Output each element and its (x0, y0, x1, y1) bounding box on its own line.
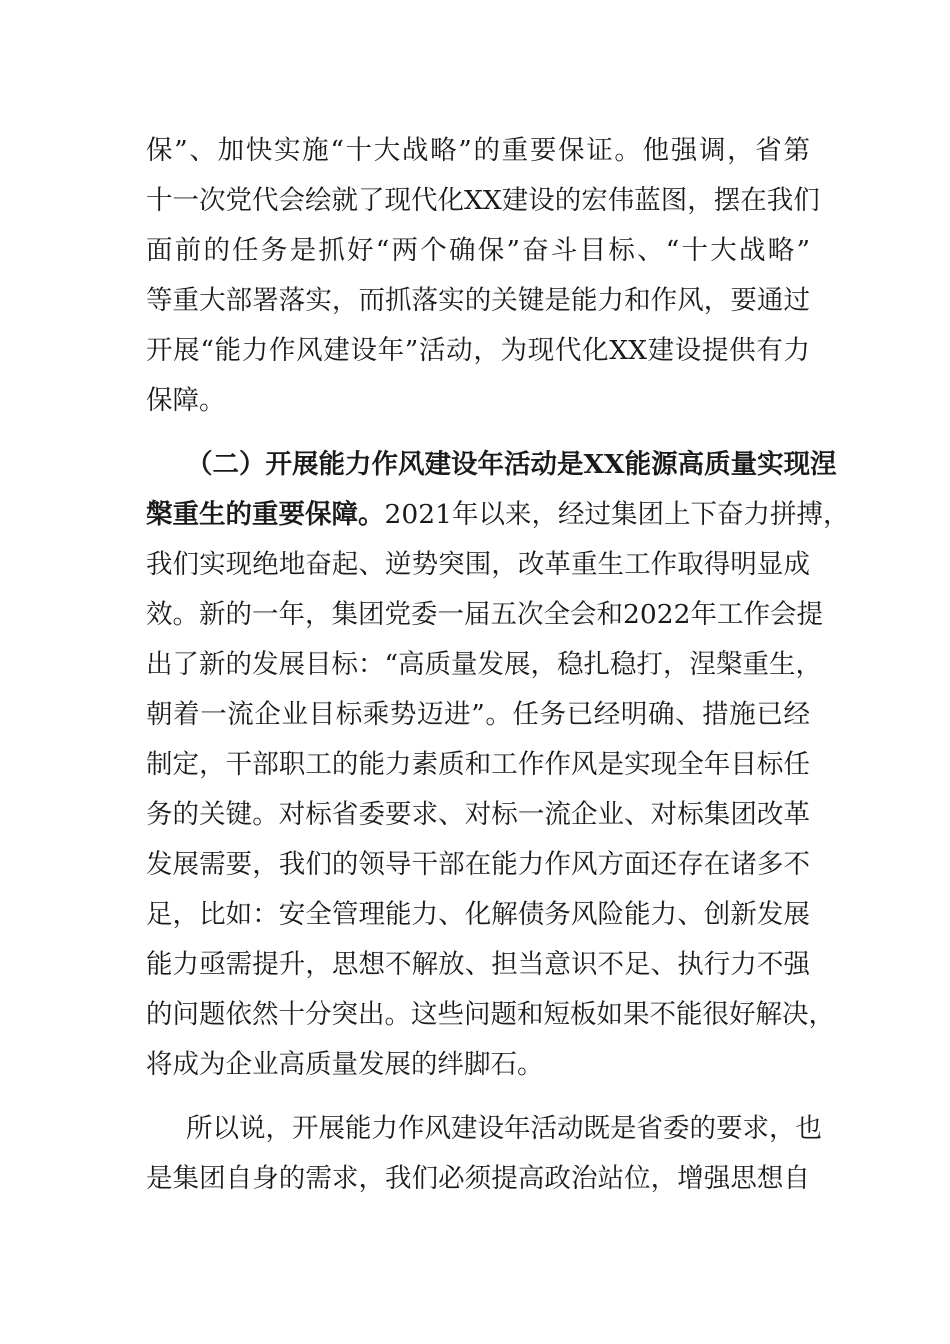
text-line: 面前的任务是抓好“两个确保”奋斗目标、“十大战略” (146, 235, 810, 266)
paragraph-2 (146, 440, 850, 1090)
section-heading-end: 槃重生的重要保障。 (146, 499, 385, 530)
text-line: 保”、加快实施“十大战略”的重要保证。他强调，省第 (146, 135, 810, 166)
text-line: 等重大部署落实，而抓落实的关键是能力和作风，要通过 (146, 285, 810, 316)
text-line (146, 1104, 822, 1154)
text-line: 发展需要，我们的领导干部在能力作风方面还存在诸多不 (146, 849, 810, 880)
text-line: 务的关键。对标省委要求、对标一流企业、对标集团改革 (146, 799, 810, 830)
paragraph-1 (146, 126, 820, 426)
text-span: 所以说，开展能力作风建设年活动既是省委的要求，也 (186, 1113, 822, 1144)
text-line: 是集团自身的需求，我们必须提高政治站位，增强思想自 (146, 1163, 810, 1194)
text-line: 效。新的一年，集团党委一届五次全会和2022年工作会提 (146, 599, 823, 630)
text-line: 将成为企业高质量发展的绊脚石。 (146, 1049, 544, 1080)
text-line: 保障。 (146, 385, 226, 416)
text-line: 能力亟需提升，思想不解放、担当意识不足、执行力不强 (146, 949, 810, 980)
text-line: 开展“能力作风建设年”活动，为现代化XX建设提供有力 (146, 335, 810, 366)
text-line: 十一次党代会绘就了现代化XX建设的宏伟蓝图，摆在我们 (146, 185, 820, 216)
text-line: 足，比如：安全管理能力、化解债务风险能力、创新发展 (146, 899, 810, 930)
text-line: 制定，干部职工的能力素质和工作作风是实现全年目标任 (146, 749, 810, 780)
text-line: 出了新的发展目标：“高质量发展，稳扎稳打，涅槃重生， (146, 649, 823, 680)
text-span: 2021年以来，经过集团上下奋力拼搏， (384, 499, 850, 530)
text-line: 朝着一流企业目标乘势迈进”。任务已经明确、措施已经 (146, 699, 810, 730)
section-heading: （二）开展能力作风建设年活动是XX能源高质量实现涅 (186, 449, 837, 480)
paragraph-3 (146, 1104, 822, 1204)
text-line: 的问题依然十分突出。这些问题和短板如果不能很好解决， (146, 999, 835, 1030)
text-line: 我们实现绝地奋起、逆势突围，改革重生工作取得明显成 (146, 549, 810, 580)
section-heading-line (146, 440, 837, 490)
body-text (146, 126, 850, 1204)
text-line (146, 490, 850, 540)
